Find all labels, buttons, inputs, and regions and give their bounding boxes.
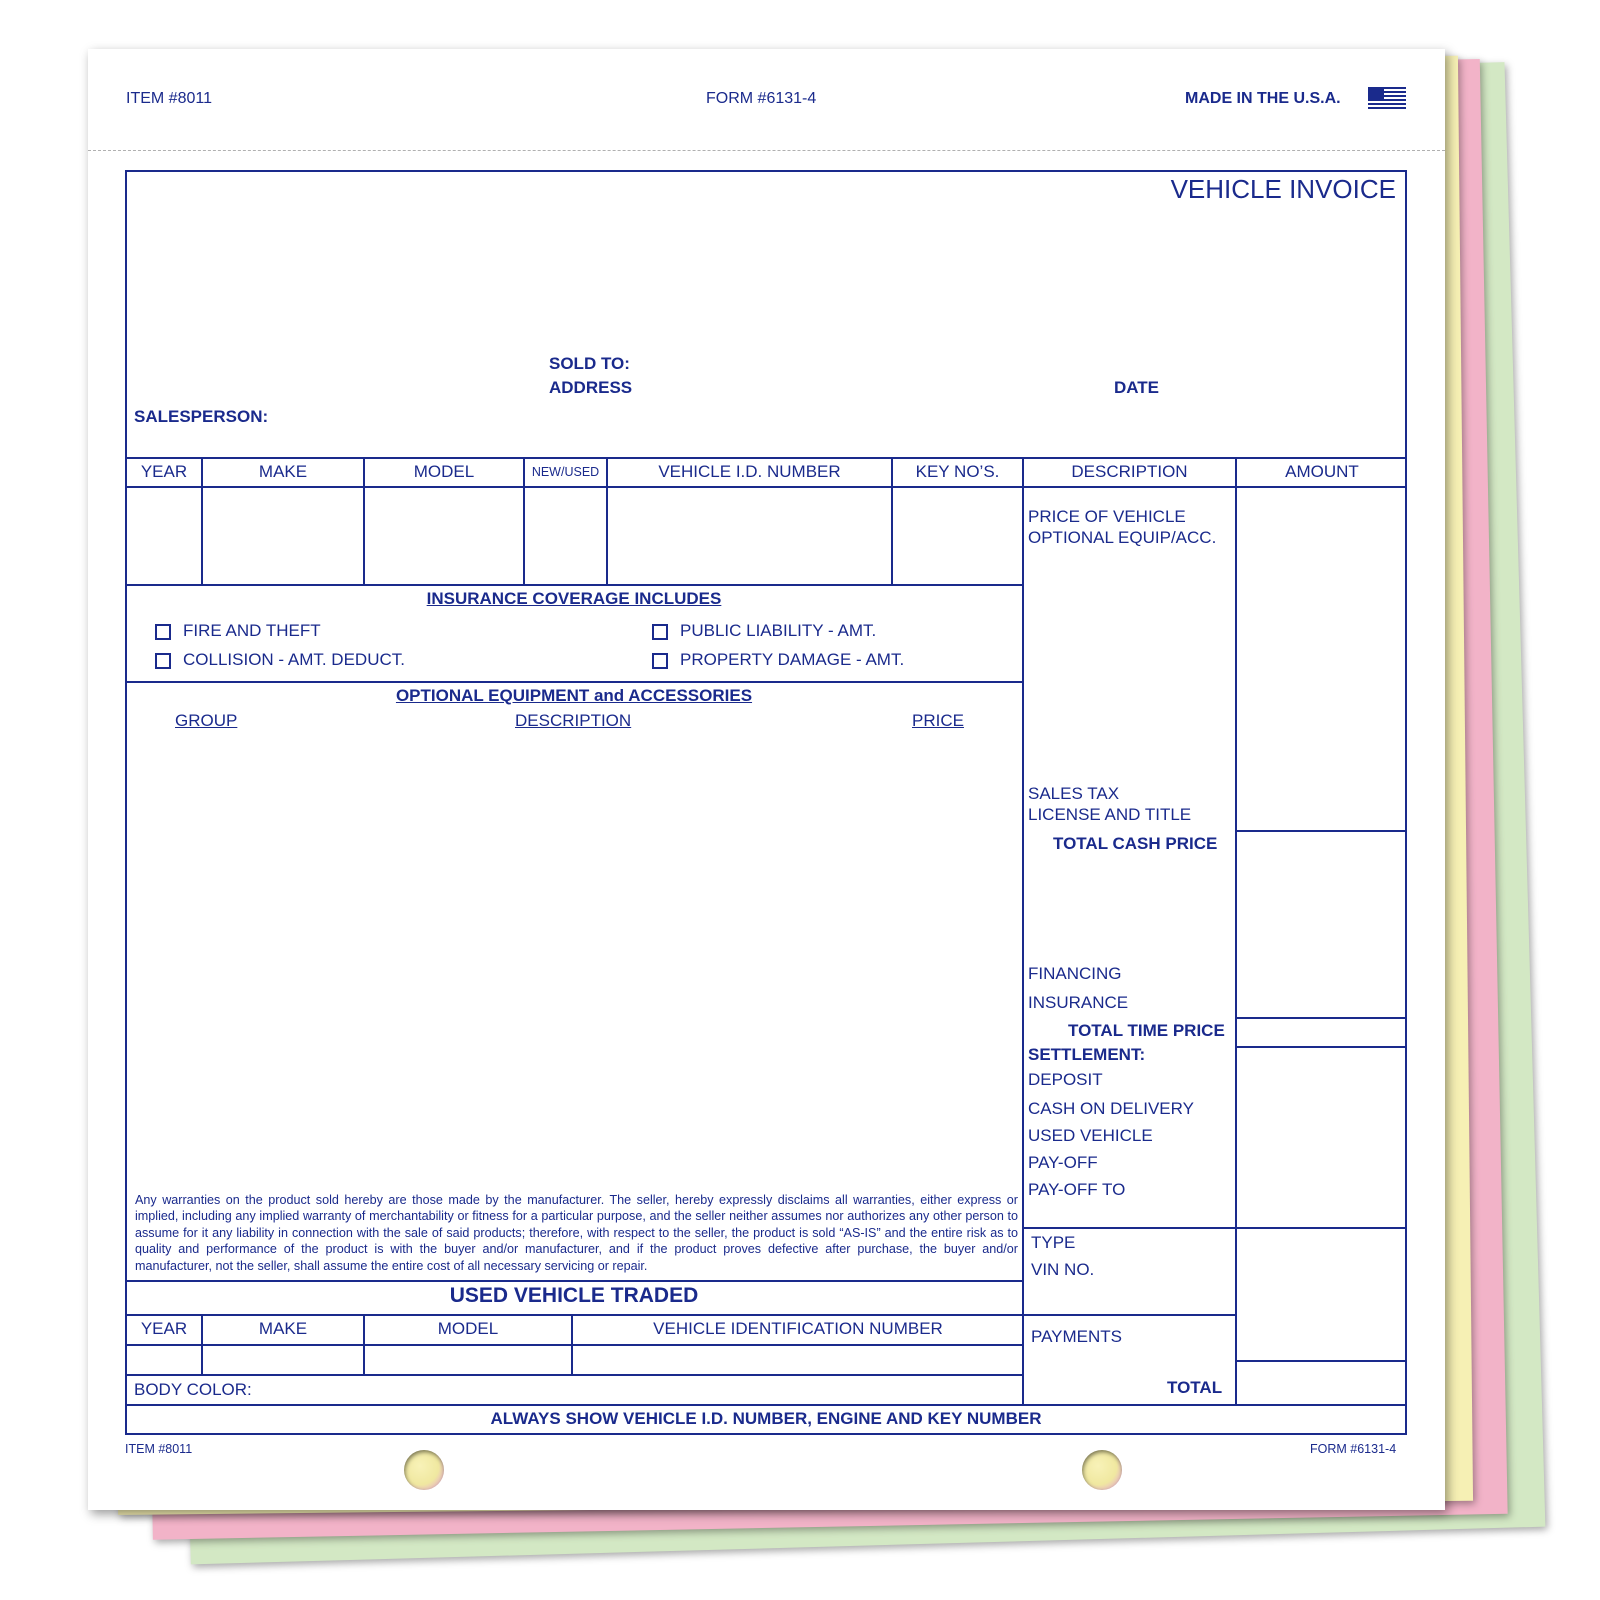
trade-col-year: YEAR	[140, 1319, 188, 1338]
rule-body-color-bottom	[125, 1404, 1407, 1406]
property-damage-checkbox[interactable]	[652, 653, 668, 669]
rule-vehicle-header-bottom	[125, 486, 1407, 488]
insurance-title: INSURANCE COVERAGE INCLUDES	[426, 589, 722, 608]
col-newused-label: NEW/USED	[531, 465, 600, 479]
public-liability-label: PUBLIC LIABILITY - AMT.	[680, 621, 877, 640]
rule-optional-top	[125, 681, 1023, 683]
opt-description-label: DESCRIPTION	[515, 711, 632, 730]
col-amount-label: AMOUNT	[1285, 462, 1359, 481]
trade-col-model: MODEL	[437, 1319, 499, 1338]
rule-total-top	[1236, 1360, 1407, 1362]
deposit-label: DEPOSIT	[1028, 1070, 1103, 1089]
rule-amount-divider	[1235, 457, 1237, 1404]
rule-vehicle-header-top	[125, 457, 1407, 459]
binding-hole-left	[404, 1450, 444, 1490]
footer-item-number: ITEM #8011	[125, 1442, 193, 1456]
page-title: VEHICLE INVOICE	[1170, 174, 1396, 204]
rule-trade-header-bottom	[125, 1344, 1023, 1346]
total-cash-price-label: TOTAL CASH PRICE	[1053, 834, 1218, 853]
col-vin-label: VEHICLE I.D. NUMBER	[658, 462, 841, 481]
rule-type-bottom	[1023, 1314, 1236, 1316]
payoff-to-label: PAY-OFF TO	[1028, 1180, 1126, 1199]
collision-checkbox[interactable]	[155, 653, 171, 669]
cash-on-delivery-label: CASH ON DELIVERY	[1028, 1099, 1194, 1118]
opt-price-label: PRICE	[912, 711, 964, 730]
binding-hole-right	[1082, 1450, 1122, 1490]
public-liability-checkbox[interactable]	[652, 624, 668, 640]
opt-group-label: GROUP	[175, 711, 238, 730]
total-label: TOTAL	[1167, 1378, 1223, 1397]
salesperson-label: SALESPERSON:	[134, 407, 269, 426]
used-vehicle-traded-title: USED VEHICLE TRADED	[449, 1284, 699, 1307]
us-flag-icon	[1368, 87, 1406, 111]
rule-settlement-bottom	[1023, 1227, 1407, 1229]
optional-equip-label: OPTIONAL EQUIP/ACC.	[1028, 528, 1217, 547]
price-of-vehicle-label: PRICE OF VEHICLE	[1028, 507, 1186, 526]
rule-amount-cash	[1236, 830, 1407, 832]
col-model-label: MODEL	[413, 462, 475, 481]
optional-equipment-title: OPTIONAL EQUIPMENT and ACCESSORIES	[395, 686, 753, 705]
used-vehicle-label: USED VEHICLE	[1028, 1126, 1153, 1145]
rule-trade-top	[125, 1280, 1023, 1282]
sold-to-label: SOLD TO:	[549, 354, 630, 373]
footer-form-number: FORM #6131-4	[1310, 1442, 1397, 1456]
financing-label: FINANCING	[1028, 964, 1122, 983]
address-label: ADDRESS	[549, 378, 633, 397]
rule-insurance-top	[125, 584, 1023, 586]
payoff-label: PAY-OFF	[1028, 1153, 1098, 1172]
settlement-label: SETTLEMENT:	[1028, 1045, 1146, 1064]
type-label: TYPE	[1031, 1233, 1076, 1252]
body-color-label: BODY COLOR:	[134, 1380, 252, 1399]
trade-col-make: MAKE	[258, 1319, 308, 1338]
payments-label: PAYMENTS	[1031, 1327, 1122, 1346]
col-year-label: YEAR	[140, 462, 188, 481]
property-damage-label: PROPERTY DAMAGE - AMT.	[680, 650, 905, 669]
license-title-label: LICENSE AND TITLE	[1028, 805, 1192, 824]
fire-theft-checkbox[interactable]	[155, 624, 171, 640]
col-keys-label: KEY NO’S.	[915, 462, 1000, 481]
rule-amount-time-top	[1236, 1017, 1407, 1019]
col-description-label: DESCRIPTION	[1071, 462, 1188, 481]
perforation-line	[88, 150, 1445, 151]
rule-trade-row-bottom	[125, 1374, 1023, 1376]
header-form-number: FORM #6131-4	[706, 90, 817, 107]
footer-notice: ALWAYS SHOW VEHICLE I.D. NUMBER, ENGINE AND KEY NUMBER	[490, 1409, 1042, 1428]
fire-theft-label: FIRE AND THEFT	[183, 621, 321, 640]
insurance-label: INSURANCE	[1028, 993, 1129, 1012]
vin-no-label: VIN NO.	[1031, 1260, 1095, 1279]
rule-amount-time-bottom	[1236, 1046, 1407, 1048]
header-item-number: ITEM #8011	[126, 90, 212, 107]
made-in-usa-label: MADE IN THE U.S.A.	[1185, 90, 1341, 107]
col-make-label: MAKE	[258, 462, 308, 481]
rule-trade-header-top	[125, 1314, 1023, 1316]
total-time-price-label: TOTAL TIME PRICE	[1068, 1021, 1225, 1040]
warranty-disclaimer: Any warranties on the product sold hereby are those made by the manufacturer. The seller, hereby expressly disclaims all warranties, either express or implied, including any implied warranty of merchantability or fitness for a particular purpose, and the seller neither assumes nor authorizes any other person to assume for it any liability in connection with the sale of said products; therefore, with respect to the seller, the product is sold “AS-IS” and the entire risk as to quality and performance of the product is with the buyer and/or manufacturer, and if the product proves defective after purchase, the buyer and/or manufacturer, not the seller, shall assume the entire cost of all necessary servicing or repair.	[135, 1193, 1018, 1273]
date-label: DATE	[1114, 378, 1160, 397]
sales-tax-label: SALES TAX	[1028, 784, 1120, 803]
collision-label: COLLISION - AMT. DEDUCT.	[183, 650, 405, 669]
trade-col-vin: VEHICLE IDENTIFICATION NUMBER	[653, 1319, 943, 1338]
